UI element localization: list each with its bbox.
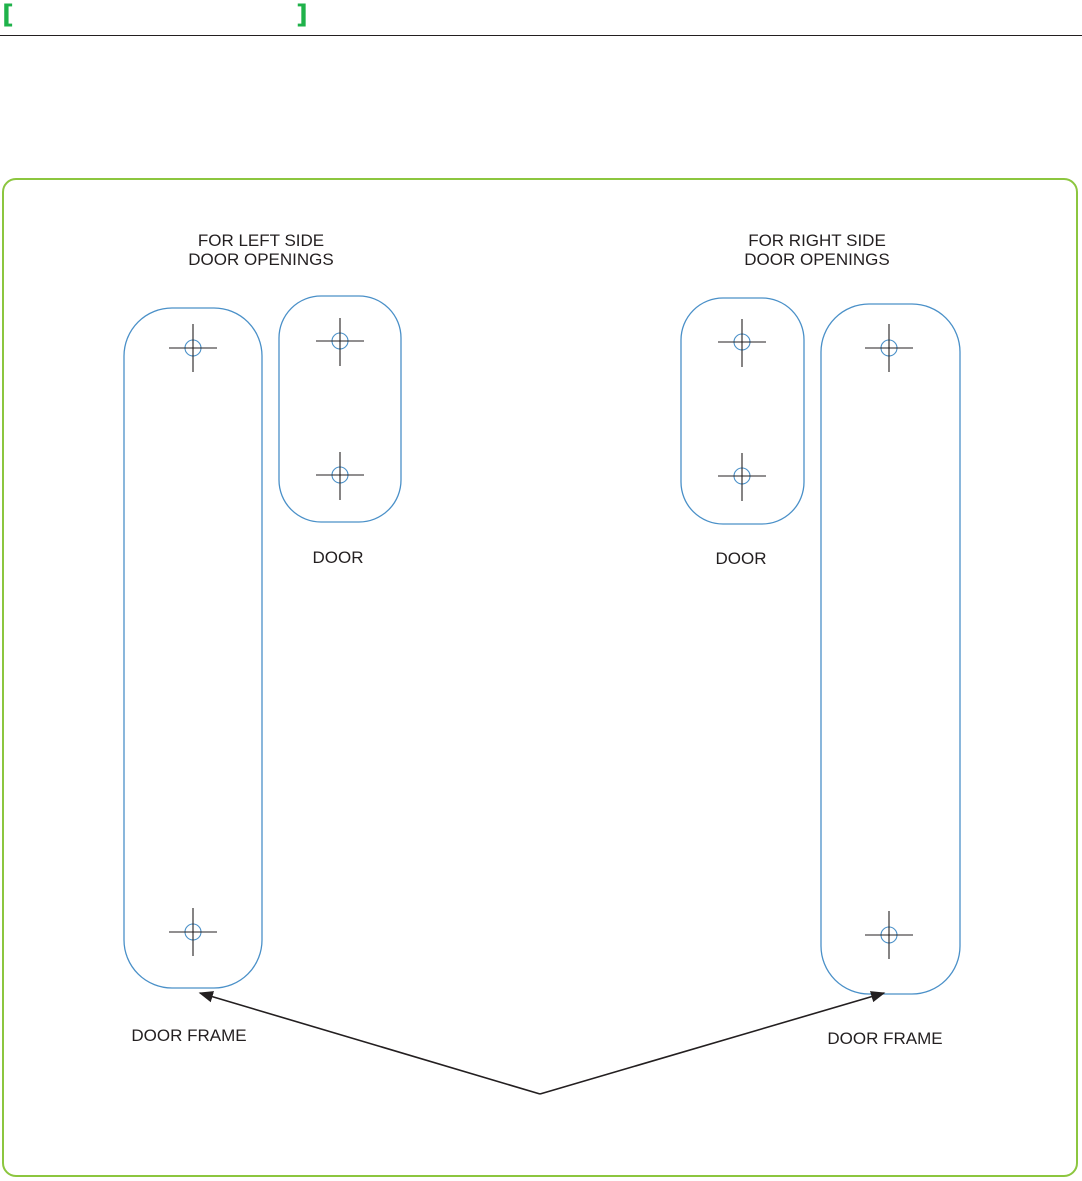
left-door-bottom-mark [316,452,364,500]
left-frame-top-mark [169,324,217,372]
left-door-frame-template [124,308,262,988]
left-door-top-mark [316,318,364,366]
right-frame-top-mark [865,324,913,372]
left-title-line2: DOOR OPENINGS [188,250,334,269]
arrow-to-left-frame [200,993,540,1094]
right-door-top-mark [718,319,766,367]
left-title-line1: FOR LEFT SIDE [197,231,325,250]
right-frame-label: DOOR FRAME [827,1029,943,1048]
bracket-right: ] [296,0,308,30]
right-door-frame-template [821,304,960,994]
right-door-bottom-mark [718,453,766,501]
right-door-label: DOOR [715,549,767,568]
bracket-left: [ [2,0,14,30]
left-frame-bottom-mark [169,908,217,956]
left-door-label: DOOR [312,548,364,567]
right-title-line2: DOOR OPENINGS [744,250,890,269]
right-frame-bottom-mark [865,911,913,959]
left-frame-label: DOOR FRAME [131,1026,247,1045]
right-title-line1: FOR RIGHT SIDE [748,231,886,250]
